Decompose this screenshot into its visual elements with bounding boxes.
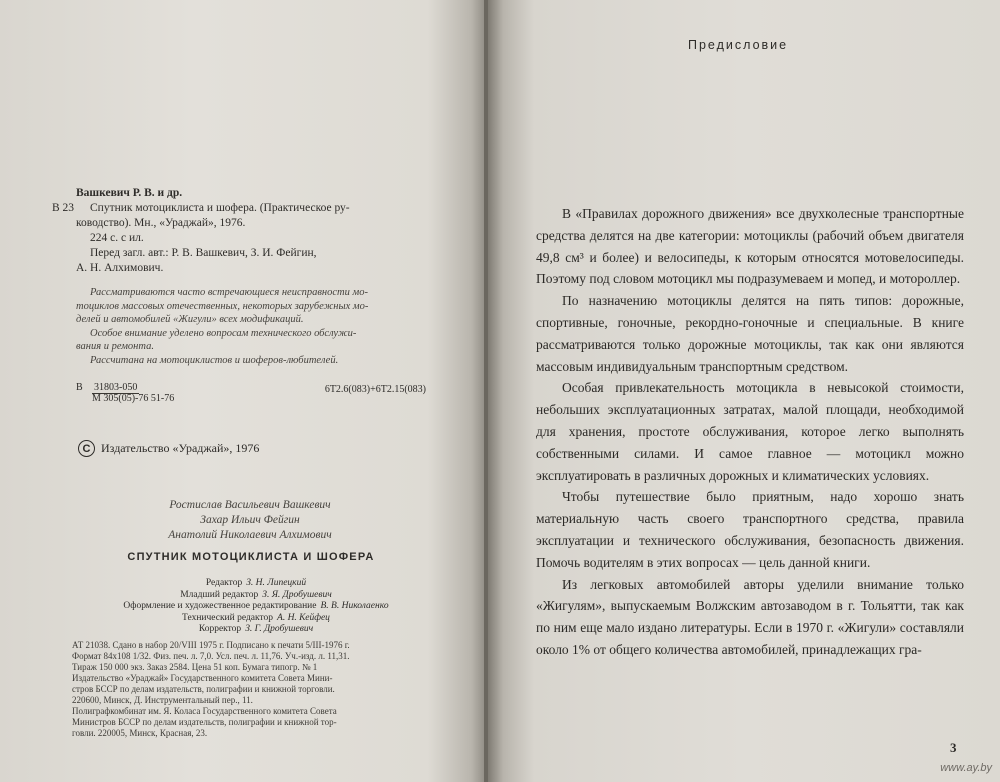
preface-paragraph: Особая привлекательность мотоцикла в невысокой стоимости, небольших эксплуатационных затратах, малой площади, необходимой для хранения, простоте обслуживания, которое легко выполнять собственными силами. И самое главное — мотоцикл можно эксплуатировать в различных дорожных и климатических условиях. — [536, 380, 964, 483]
annotation-line: вания и ремонта. — [76, 341, 154, 352]
editor-row — [96, 601, 416, 613]
classification-denominator: М 305(05)-76 — [92, 393, 149, 404]
copyright-icon: C — [78, 440, 95, 457]
classification-udc: 6Т2.6(083)+6Т2.15(083) — [324, 384, 426, 395]
classification-letter: В — [76, 382, 83, 393]
author-name: Ростислав Васильевич Вашкевич — [169, 499, 331, 511]
colophon-line: 220600, Минск, Д. Инструментальный пер., 11. — [72, 695, 253, 705]
colophon-line: АТ 21038. Сдано в набор 20/VIII 1975 г. Подписано к печати 5/III-1976 г. — [72, 640, 350, 650]
editors-block — [96, 578, 416, 636]
copyright-text: Издательство «Ураджай», 1976 — [101, 441, 260, 455]
annotation-line: Рассчитана на мотоциклистов и шоферов-любителей. — [90, 354, 339, 366]
colophon-line: Полиграфкомбинат им. Я. Коласа Государственного комитета Совета — [72, 706, 337, 716]
classification-index — [76, 382, 426, 404]
imprint-title-row — [52, 201, 426, 216]
editor-name: В. В. Николаенко — [320, 601, 389, 611]
annotation-line: Рассматриваются часто встречающиеся неисправности мо- — [90, 287, 368, 298]
preface-paragraph: Из легковых автомобилей авторы уделили внимание только «Жигулям», выпускаемым Волжским автозаводом в г. Тольятти, так как по ним еще мало издано литературы. Если в 1970 г. «Жигули» составляли около 1% от общего количества автомобилей, принадлежащих гра- — [536, 576, 964, 657]
editor-name: З. Я. Дробушевич — [262, 589, 332, 600]
colophon-line: Издательство «Ураджай» Государственного комитета Совета Мини- — [72, 673, 333, 683]
colophon — [72, 640, 432, 739]
left-page — [0, 0, 486, 782]
page-heading: Предисловие — [688, 38, 789, 52]
editor-row — [96, 578, 416, 590]
preface-paragraph: В «Правилах дорожного движения» все двухколесные транспортные средства делятся на две категории: мотоциклы (рабочий объем двигателя 49,8 см³ и более) и велосипеды, к которым относятся мотовелосипеды. Поэтому под словом мотоцикл мы подразумеваем и мопед, и мотороллер. — [536, 206, 964, 287]
preface-body — [536, 203, 964, 661]
imprint-authors-line-2: А. Н. Алхимович. — [76, 262, 164, 274]
imprint-title-line-1: Спутник мотоциклиста и шофера. (Практическое ру- — [90, 202, 350, 214]
editor-name: А. Н. Кейфец — [277, 612, 330, 623]
author-name: Захар Ильич Фейгин — [200, 514, 300, 526]
annotation — [76, 286, 426, 367]
editor-name: З. Н. Липецкий — [246, 578, 307, 588]
editor-role: Технический редактор — [182, 612, 274, 623]
copyright-line — [78, 440, 259, 457]
imprint-author: Вашкевич Р. В. и др. — [76, 187, 183, 199]
colophon-line: Министров БССР по делам издательств, полиграфии и книжной тор- — [72, 717, 337, 727]
imprint-title-line-2: ководство). Мн., «Ураджай», 1976. — [76, 217, 246, 229]
watermark: www.ay.by — [940, 762, 992, 774]
imprint-pages: 224 с. с ил. — [90, 232, 144, 244]
preface-paragraph: По назначению мотоциклы делятся на пять типов: дорожные, спортивные, гоночные, рекордно-гоночные и специальные. В книге рассматриваются только дорожные мотоциклы, так как они являются массовым индивидуальным транспортным средством. — [536, 293, 964, 374]
book-title: СПУТНИК МОТОЦИКЛИСТА И ШОФЕРА — [127, 551, 375, 563]
editor-name: З. Г. Дробушевич — [245, 624, 314, 634]
colophon-line: стров БССР по делам издательств, полиграфии и книжной торговли. — [72, 684, 335, 694]
page-number: 3 — [950, 740, 957, 755]
annotation-line: Особое внимание уделено вопросам технического обслужи- — [90, 327, 357, 339]
colophon-line: Формат 84x108 1/32. Физ. печ. л. 7,0. Усл. печ. л. 11,76. Уч.-изд. л. 11,31. — [72, 651, 350, 661]
authors-block — [120, 498, 380, 543]
editor-role: Редактор — [205, 578, 243, 588]
imprint-authors-line-1: Перед загл. авт.: Р. В. Вашкевич, З. И. Фейгин, — [90, 247, 317, 259]
bibliographic-imprint — [52, 186, 426, 367]
classification-suffix: 51-76 — [150, 393, 175, 404]
author-name: Анатолий Николаевич Алхимович — [168, 529, 332, 541]
editor-row — [96, 624, 416, 636]
editor-role: Корректор — [198, 624, 242, 634]
editor-role: Оформление и художественное редактирование — [123, 601, 317, 611]
editor-role: Младший редактор — [180, 589, 259, 600]
imprint-code: В 23 — [52, 202, 75, 214]
preface-paragraph: Чтобы путешествие было приятным, надо хорошо знать материальную часть своего транспортного средства, правила эксплуатации и технического обслуживания, безопасность движения. Помочь водителям в этих вопросах — цель данной книги. — [536, 489, 964, 570]
editor-row — [96, 590, 416, 602]
editor-row — [96, 613, 416, 625]
colophon-line: Тираж 150 000 экз. Заказ 2584. Цена 51 коп. Бумага типогр. № 1 — [72, 662, 318, 672]
annotation-line: делей и автомобилей «Жигули» всех модификаций. — [76, 314, 304, 325]
annotation-line: тоциклов массовых отечественных, некоторых зарубежных мо- — [76, 300, 369, 312]
colophon-line: говли. 220005, Минск, Красная, 23. — [72, 728, 208, 738]
right-page — [488, 0, 1000, 782]
classification-numerator: 31803-050 — [94, 382, 138, 393]
classification-fraction — [92, 382, 174, 404]
